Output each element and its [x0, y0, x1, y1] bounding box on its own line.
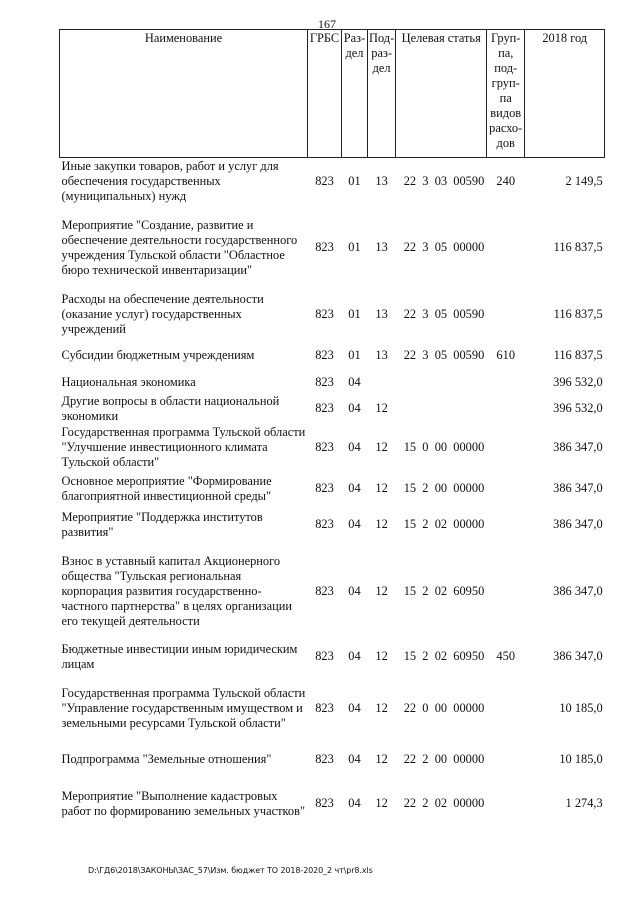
- table-row: [60, 158, 605, 206]
- row-group: [487, 206, 525, 290]
- row-group: 610: [496, 348, 516, 362]
- row-section: 04: [348, 481, 361, 495]
- row-target: 22 0 00 00000: [403, 701, 485, 715]
- row-name: Мероприятие "Поддержка институтов развития": [61, 509, 263, 539]
- header-row: [60, 30, 605, 158]
- row-target: 22 2 02 00000: [403, 796, 485, 810]
- table-row: [60, 424, 605, 472]
- budget-table: [59, 29, 605, 832]
- row-subsection: 12: [375, 649, 388, 663]
- row-name: Мероприятие "Создание, развитие и обеспечение деятельности государственного учреждения Тульской области "Областное бюро технической инвентаризации": [61, 217, 298, 277]
- table-row: [60, 674, 605, 744]
- row-group: 450: [496, 649, 516, 663]
- row-group: [487, 290, 525, 340]
- row-subsection: 13: [375, 348, 388, 362]
- row-subsection: 12: [375, 517, 388, 531]
- row-section: 01: [348, 174, 361, 189]
- row-group: [487, 424, 525, 472]
- header-subsection: Под- раз- дел: [368, 30, 396, 158]
- table-row: [60, 290, 605, 340]
- row-target: 22 2 00 00000: [403, 752, 485, 766]
- row-amount: 396 532,0: [553, 375, 603, 389]
- row-section: 04: [348, 752, 361, 766]
- row-grbs: 823: [315, 517, 334, 531]
- row-grbs: 823: [315, 375, 334, 389]
- row-amount: 386 347,0: [553, 481, 603, 495]
- table-body: [60, 158, 605, 832]
- row-section: 04: [348, 701, 361, 715]
- row-target: 15 2 02 00000: [403, 517, 485, 531]
- row-subsection: 12: [375, 584, 388, 598]
- table-row: [60, 744, 605, 776]
- row-subsection: 12: [375, 701, 388, 715]
- table-row: [60, 544, 605, 640]
- row-target: [396, 394, 487, 424]
- header-grbs: ГРБС: [308, 30, 342, 158]
- row-subsection: [368, 372, 396, 394]
- row-group: [487, 776, 525, 832]
- row-section: 04: [348, 401, 361, 415]
- row-grbs: 823: [315, 701, 334, 715]
- row-subsection: 12: [375, 401, 388, 415]
- row-section: 01: [348, 307, 361, 321]
- row-amount: 116 837,5: [553, 240, 603, 254]
- row-grbs: 823: [315, 307, 334, 321]
- row-grbs: 823: [315, 481, 334, 495]
- header-group: Груп- па, под- груп- па видов расхо- дов: [487, 30, 525, 158]
- row-group: [487, 674, 525, 744]
- row-name: Бюджетные инвестиции иным юридическим лицам: [61, 641, 298, 671]
- row-subsection: 13: [375, 240, 388, 254]
- file-path-footer: D:\ГД6\2018\ЗАКОНЫ\ЗАС_57\Изм. бюджет ТО 2018-2020_2 чт\pr8.xls: [88, 866, 373, 875]
- row-section: 01: [348, 348, 361, 362]
- header-target: Целевая статья: [396, 30, 487, 158]
- row-name: Государственная программа Тульской области "Улучшение инвестиционного климата Тульской области": [61, 425, 306, 469]
- row-name: Иные закупки товаров, работ и услуг для обеспечения государственных (муниципальных) нужд: [61, 159, 279, 204]
- row-amount: 396 532,0: [553, 401, 603, 415]
- row-group: [487, 472, 525, 506]
- row-target: 22 3 05 00000: [403, 240, 485, 254]
- row-section: 04: [348, 375, 361, 389]
- row-group: [487, 394, 525, 424]
- table-row: [60, 506, 605, 544]
- row-target: [396, 372, 487, 394]
- header-section: Раз- дел: [342, 30, 368, 158]
- row-amount: 10 185,0: [559, 701, 603, 715]
- row-subsection: 13: [375, 174, 388, 189]
- row-subsection: 12: [375, 481, 388, 495]
- row-subsection: 12: [375, 796, 388, 810]
- row-name: Основное мероприятие "Формирование благоприятной инвестиционной среды": [61, 473, 272, 503]
- row-amount: 2 149,5: [565, 174, 603, 189]
- row-amount: 386 347,0: [553, 440, 603, 454]
- table-row: [60, 340, 605, 372]
- row-target: 22 3 03 00590: [403, 174, 485, 189]
- row-name: Другие вопросы в области национальной экономики: [61, 393, 280, 423]
- row-section: 04: [348, 440, 361, 454]
- row-grbs: 823: [315, 401, 334, 415]
- row-section: 04: [348, 584, 361, 598]
- row-section: 04: [348, 796, 361, 810]
- row-amount: 386 347,0: [553, 649, 603, 663]
- row-group: [487, 506, 525, 544]
- row-name: Подпрограмма "Земельные отношения": [61, 752, 272, 766]
- row-amount: 116 837,5: [553, 348, 603, 362]
- row-section: 01: [348, 240, 361, 254]
- table-row: [60, 372, 605, 394]
- row-amount: 10 185,0: [559, 752, 603, 766]
- row-grbs: 823: [315, 796, 334, 810]
- header-year: 2018 год: [525, 30, 605, 158]
- row-amount: 386 347,0: [553, 517, 603, 531]
- row-grbs: 823: [315, 174, 334, 189]
- header-name: Наименование: [60, 30, 308, 158]
- row-grbs: 823: [315, 649, 334, 663]
- row-group: [487, 372, 525, 394]
- row-grbs: 823: [315, 240, 334, 254]
- row-target: 22 3 05 00590: [403, 348, 485, 362]
- row-subsection: 12: [375, 440, 388, 454]
- row-name: Расходы на обеспечение деятельности (оказание услуг) государственных учреждений: [61, 292, 264, 336]
- table-row: [60, 640, 605, 674]
- row-grbs: 823: [315, 584, 334, 598]
- row-name: Мероприятие "Выполнение кадастровых работ по формированию земельных участков": [61, 788, 306, 818]
- row-subsection: 12: [375, 752, 388, 766]
- row-group: [487, 744, 525, 776]
- row-name: Взнос в уставный капитал Акционерного общества "Тульская региональная корпорация развития государственно-частного партнерства" в целях организации его текущей деятельности: [61, 554, 292, 628]
- table-row: [60, 472, 605, 506]
- page-number: 167: [318, 17, 336, 31]
- row-target: 22 3 05 00590: [403, 307, 485, 321]
- row-amount: 386 347,0: [553, 584, 603, 598]
- row-grbs: 823: [315, 348, 334, 362]
- row-name: Национальная экономика: [61, 375, 196, 389]
- row-subsection: 13: [375, 307, 388, 321]
- row-section: 04: [348, 649, 361, 663]
- row-amount: 1 274,3: [565, 796, 603, 810]
- row-grbs: 823: [315, 752, 334, 766]
- table-row: [60, 394, 605, 424]
- row-target: 15 0 00 00000: [403, 440, 485, 454]
- row-group: [487, 544, 525, 640]
- row-name: Государственная программа Тульской области "Управление государственным имуществом и земельными ресурсами Тульской области": [61, 686, 306, 730]
- row-section: 04: [348, 517, 361, 531]
- table-row: [60, 776, 605, 832]
- table-row: [60, 206, 605, 290]
- row-target: 15 2 02 60950: [403, 584, 485, 598]
- row-target: 15 2 00 00000: [403, 481, 485, 495]
- row-target: 15 2 02 60950: [403, 649, 485, 663]
- row-name: Субсидии бюджетным учреждениям: [61, 348, 255, 362]
- row-amount: 116 837,5: [553, 307, 603, 321]
- row-group: 240: [496, 174, 516, 189]
- row-grbs: 823: [315, 440, 334, 454]
